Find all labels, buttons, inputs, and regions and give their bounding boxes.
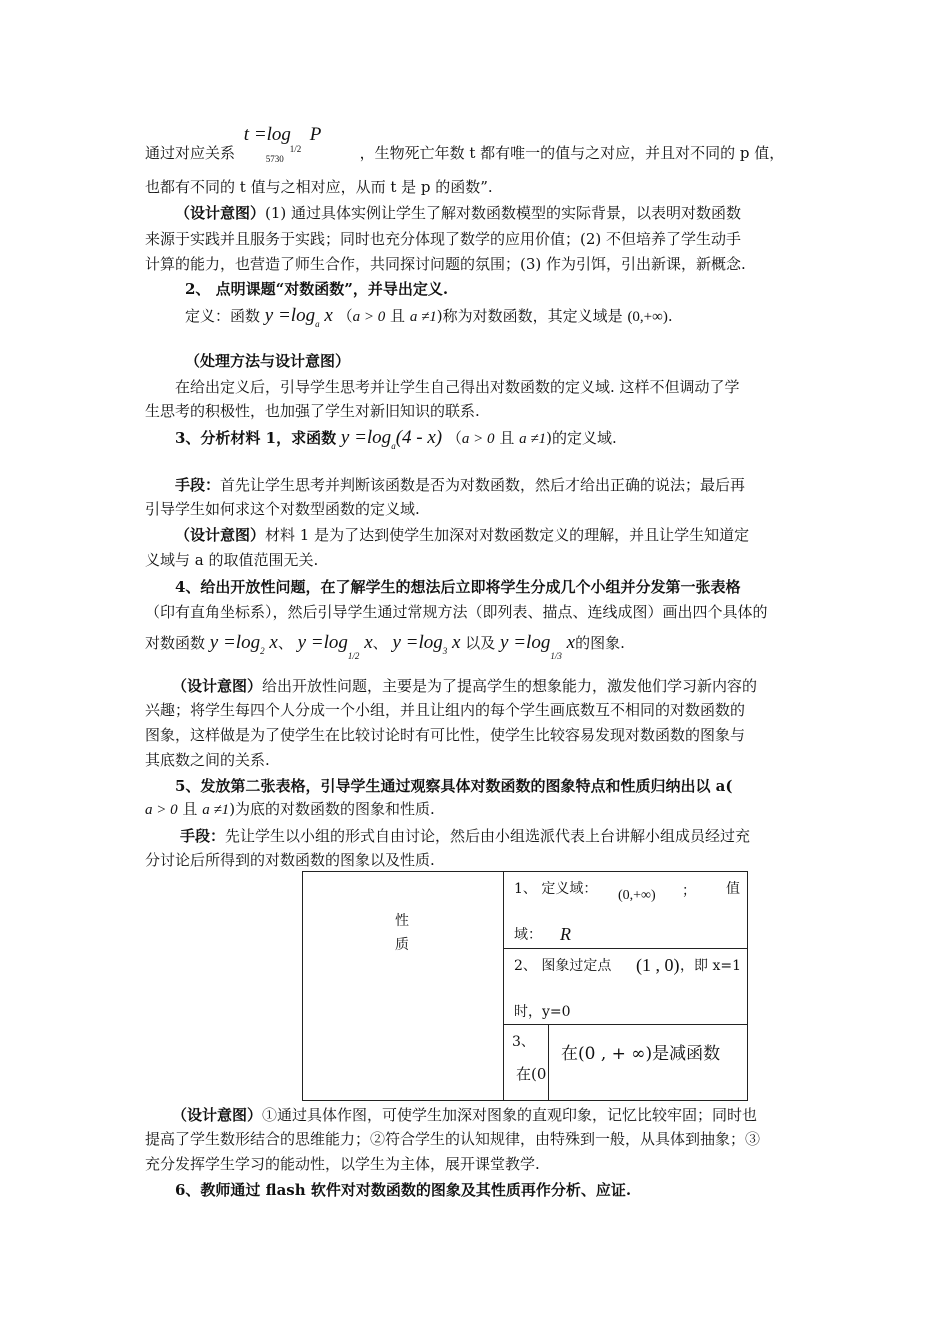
means2-label: 手段： <box>180 827 226 845</box>
method-title: （处理方法与设计意图） <box>185 352 351 370</box>
property-range-value: R <box>560 924 571 944</box>
property-domain-semicolon: ； <box>682 883 696 899</box>
definition-line <box>185 305 673 335</box>
intent3-line-2: 兴趣；将学生每四个人分成一个小组，并且让组内的每个学生画底数互不相同的对数函数的 <box>145 701 746 719</box>
intent3-line-3: 图象，这样做是为了使学生在比较讨论时有可比性，使学生比较容易发现对数函数的图象与 <box>145 726 746 744</box>
property-monotonic-text: 在(0 , + ∞)是减函数 <box>561 1044 721 1064</box>
section-3-text-b: )的定义域. <box>546 429 617 447</box>
definition-func-x: x <box>324 305 333 326</box>
intent3-line-1 <box>172 675 757 697</box>
intro-line-2: 也都有不同的 t 值与之相对应，从而 t 是 p 的函数”. <box>145 178 493 196</box>
intent4-label: （设计意图） <box>172 1106 263 1124</box>
intent4-text-1: ①通过具体作图，可使学生加深对图象的直观印象，记忆比较牢固；同时也 <box>262 1106 758 1124</box>
property-domain-label: 1、 定义域： <box>514 881 598 897</box>
method-line-1: 在给出定义后，引导学生思考并让学生自己得出对数函数的定义域. 这样不但调动了学 <box>175 378 740 396</box>
sep3: 以及 <box>465 634 496 652</box>
intent1-line-1 <box>175 202 741 224</box>
sep1: 、 <box>277 634 293 652</box>
properties-table <box>302 871 748 1101</box>
means1-label: 手段： <box>175 476 221 494</box>
sep2: 、 <box>372 634 388 652</box>
property-monotonic-left-text: 在(0 <box>516 1065 547 1083</box>
means1-text-1: 首先让学生思考并判断该函数是否为对数函数，然后才给出正确的说法；最后再 <box>220 476 746 494</box>
section-5-cond2: a ≠1 <box>202 802 230 818</box>
section-4-line-1: 4、给出开放性问题，在了解学生的想法后立即将学生分成几个小组并分发第一张表格 <box>175 578 741 596</box>
property-monotonic-number: 3、 <box>512 1034 535 1050</box>
intent1-line-3: 计算的能力，也营造了师生合作，共同探讨问题的氛围；(3) 作为引饵，引出新课，新概念. <box>145 255 746 273</box>
section-3-cond2: a ≠1 <box>519 431 547 447</box>
section-3-func-arg: (4 - x) <box>395 427 443 448</box>
section-4-line-2: （印有直角坐标系），然后引导学生通过常规方法（即列表、描点、连线成图）画出四个具体的 <box>145 603 768 621</box>
section-3-line <box>175 427 617 457</box>
section-4-text-a: 对数函数 <box>145 634 206 652</box>
intent2-line-2: 义域与 a 的取值范围无关. <box>145 551 319 569</box>
section-5-cond1: a > 0 <box>145 802 178 818</box>
func3: y =log <box>392 632 443 653</box>
intent2-text-1: 材料 1 是为了达到使学生加深对对数函数定义的理解，并且让学生知道定 <box>265 526 750 544</box>
section-6-line <box>175 1179 631 1201</box>
means1-line-2: 引导学生如何求这个对数型函数的定义域. <box>145 500 420 518</box>
definition-text-b: )称为对数函数，其定义域是 <box>436 307 623 325</box>
means1-line-1 <box>175 474 745 496</box>
definition-cond1: a > 0 <box>352 309 386 325</box>
properties-header-1: 性 <box>395 913 409 929</box>
formula-P: P <box>309 124 322 145</box>
properties-header-cell <box>303 872 504 1101</box>
definition-and: 且 <box>390 307 406 325</box>
definition-cond-open: （ <box>337 307 353 325</box>
section-3-cond-open: （ <box>446 429 462 447</box>
section-3-func-base: a <box>391 441 396 451</box>
property-fixed-point-value: (1 , 0) <box>636 955 680 975</box>
intro-line-1 <box>145 124 785 164</box>
formula-t-text: t =log <box>243 124 291 145</box>
func2-base: 1/2 <box>347 651 360 661</box>
means2-text-1: 先让学生以小组的形式自由讨论，然后由小组选派代表上台讲解小组成员经过充 <box>225 827 751 845</box>
properties-header-2: 质 <box>395 937 409 953</box>
property-domain-value: (0,+∞) <box>618 888 656 903</box>
property-monotonic-left-cell <box>504 1025 549 1101</box>
intent1-label: （设计意图） <box>175 204 266 222</box>
definition-text-a: 定义：函数 <box>185 307 261 325</box>
func4-x: x <box>566 632 576 653</box>
intent4-line-3: 充分发挥学生学习的能动性，以学生为主体，展开课堂教学. <box>145 1155 540 1173</box>
section-4-text-end: 的图象. <box>575 634 625 652</box>
section-4-line-3 <box>145 632 625 667</box>
property-range-char: 值 <box>726 881 740 897</box>
section-5-line-1: 5、发放第二张表格，引导学生通过观察具体对数函数的图象特点和性质归纳出以 a( <box>175 777 733 795</box>
intent1-text-1: (1) 通过具体实例让学生了解对数函数模型的实际背景，以表明对数函数 <box>265 204 742 222</box>
section-3-text-a: 3、分析材料 1，求函数 <box>175 429 337 447</box>
intent4-line-1 <box>172 1104 757 1126</box>
intent3-label: （设计意图） <box>172 677 263 695</box>
func1: y =log <box>209 632 261 653</box>
func3-base: 3 <box>442 646 448 656</box>
func1-x: x <box>269 632 278 653</box>
func4: y =log <box>500 632 551 653</box>
func4-base: 1/3 <box>550 651 562 661</box>
property-monotonic-right-cell <box>549 1025 748 1101</box>
func2: y =log <box>297 632 348 653</box>
intro-text-a: 通过对应关系 <box>145 144 236 162</box>
intent1-line-2: 来源于实践并且服务于实践；同时也充分体现了数学的应用价值；(2) 不但培养了学生动手 <box>145 230 742 248</box>
definition-cond2: a ≠1 <box>409 309 437 325</box>
intent3-text-1: 给出开放性问题，主要是为了提高学生的想象能力，激发他们学习新内容的 <box>262 677 758 695</box>
definition-func-base: a <box>315 319 320 329</box>
definition-domain: (0,+∞) <box>627 309 668 325</box>
intent3-line-4: 其底数之间的关系. <box>145 751 270 769</box>
intent4-line-2: 提高了学生数形结合的思维能力；②符合学生的认知规律，由特殊到一般，从具体到抽象；③ <box>145 1130 761 1148</box>
property-range-label: 域： <box>514 927 542 943</box>
property-fixed-point-cell <box>504 949 748 1025</box>
means2-line-2: 分讨论后所得到的对数函数的图象以及性质. <box>145 851 435 869</box>
section-3-and: 且 <box>499 429 515 447</box>
definition-end: . <box>667 307 673 325</box>
definition-func: y =log <box>264 305 316 326</box>
formula-frac: 1/2 <box>289 144 302 154</box>
intro-text-b: ，生物死亡年数 t 都有唯一的值与之对应，并且对不同的 p 值， <box>359 144 785 162</box>
intent2-line-1 <box>175 524 749 546</box>
section-5-text-end: )为底的对数函数的图象和性质. <box>229 800 435 818</box>
intent2-label: （设计意图） <box>175 526 266 544</box>
formula-t-log <box>240 124 355 164</box>
section-3-func: y =log <box>340 427 392 448</box>
method-line-2: 生思考的积极性，也加强了学生对新旧知识的联系. <box>145 402 480 420</box>
section-5-line-2 <box>145 798 435 821</box>
func1-base: 2 <box>260 646 265 656</box>
section-3-cond1: a > 0 <box>461 431 495 447</box>
section-5-and: 且 <box>182 800 198 818</box>
section-2-title: 2、 点明课题“对数函数”，并导出定义. <box>185 280 449 298</box>
property-domain-cell <box>504 872 748 949</box>
func3-x: x <box>452 632 461 653</box>
func2-x: x <box>364 632 373 653</box>
property-fixed-point-text-2: 时，y=0 <box>514 1004 571 1020</box>
property-fixed-point-label: 2、 图象过定点 <box>514 958 612 974</box>
property-fixed-point-text: ，即 x=1 <box>680 958 741 974</box>
formula-base: 5730 <box>265 154 284 164</box>
means2-line-1 <box>180 825 750 847</box>
section-6-text: 6、教师通过 flash 软件对对数函数的图象及其性质再作分析、应证. <box>175 1181 632 1199</box>
